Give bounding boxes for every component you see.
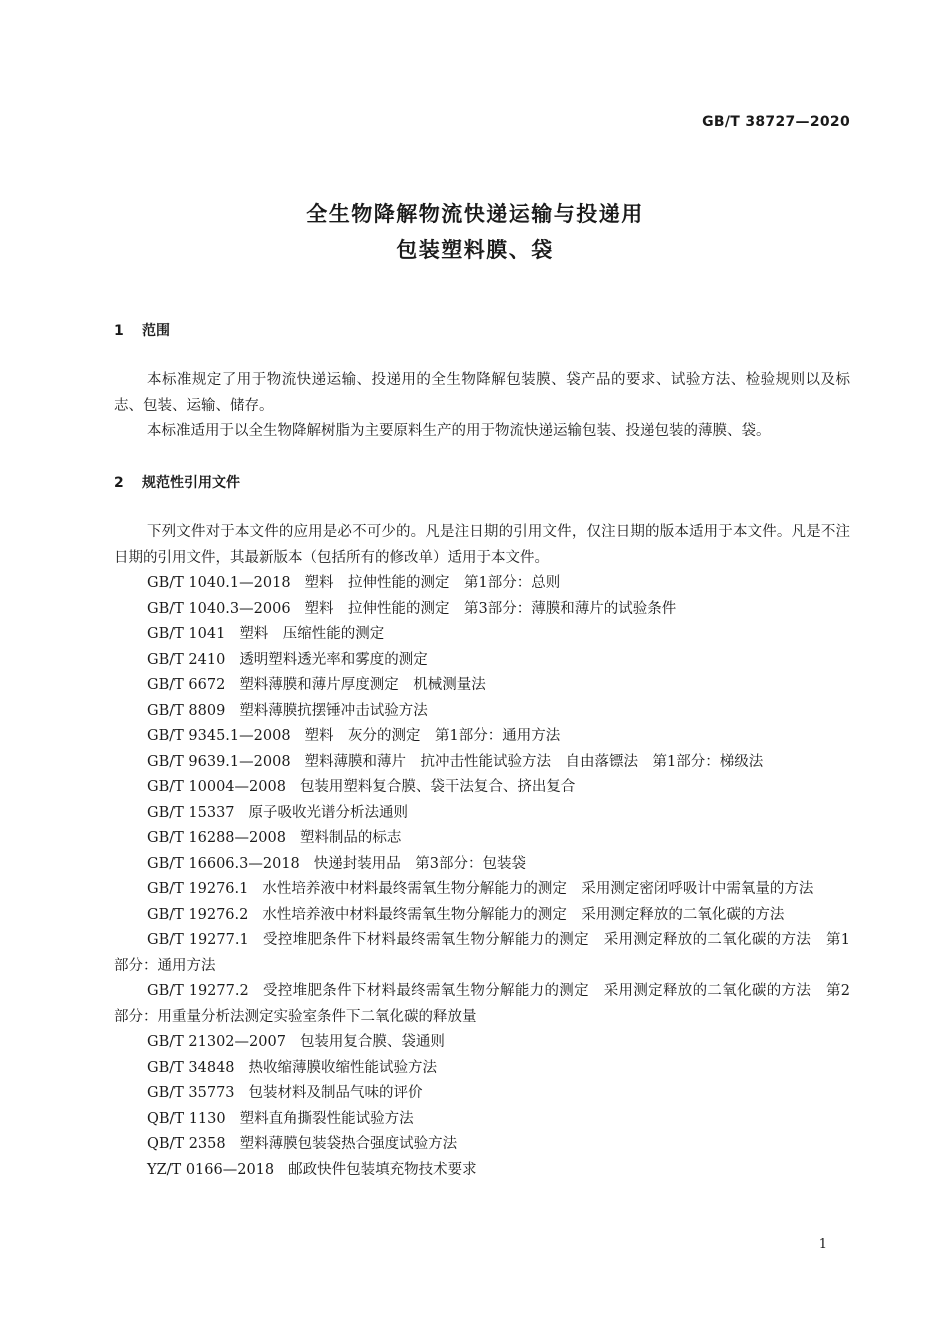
standard-code: GB/T 38727—2020 — [702, 114, 850, 130]
reference-item — [114, 724, 850, 750]
reference-title: 塑料直角撕裂性能试验方法 — [239, 1110, 414, 1127]
reference-code: GB/T 19277.1 — [147, 932, 249, 948]
reference-item — [114, 622, 850, 648]
reference-title: 水性培养液中材料最终需氧生物分解能力的测定 采用测定释放的二氧化碳的方法 — [262, 906, 785, 923]
scope-paragraph-1: 本标准规定了用于物流快递运输、投递用的全生物降解包装膜、袋产品的要求、试验方法、检验规则以及标志、包装、运输、储存。 — [114, 372, 850, 414]
reference-code: GB/T 34848 — [147, 1059, 235, 1076]
reference-code: GB/T 16606.3—2018 — [147, 855, 300, 872]
section-number: 1 — [114, 323, 124, 339]
reference-code: GB/T 1041 — [147, 626, 226, 642]
reference-item — [114, 648, 850, 674]
reference-title: 塑料薄膜抗摆锤冲击试验方法 — [239, 702, 428, 719]
reference-item — [114, 699, 850, 725]
section-heading-scope — [114, 320, 170, 340]
section-heading-normative-references — [114, 472, 240, 492]
reference-title: 邮政快件包装填充物技术要求 — [288, 1161, 477, 1178]
reference-item — [114, 826, 850, 852]
reference-item — [114, 775, 850, 801]
reference-item — [114, 1158, 850, 1184]
reference-title: 塑料薄膜包装袋热合强度试验方法 — [239, 1136, 458, 1152]
reference-title: 塑料 压缩性能的测定 — [239, 626, 385, 642]
reference-title: 水性培养液中材料最终需氧生物分解能力的测定 采用测定密闭呼吸计中需氧量的方法 — [262, 881, 814, 897]
reference-title: 塑料 拉伸性能的测定 第3部分：薄膜和薄片的试验条件 — [304, 600, 677, 617]
reference-item — [114, 852, 850, 878]
reference-code: GB/T 10004—2008 — [147, 779, 286, 795]
reference-title: 受控堆肥条件下材料最终需氧生物分解能力的测定 采用测定释放的二氧化碳的方法 第1部分：通用方法 — [114, 932, 850, 974]
reference-code: QB/T 2358 — [147, 1136, 226, 1152]
reference-code: GB/T 9345.1—2008 — [147, 728, 291, 744]
reference-title: 热收缩薄膜收缩性能试验方法 — [248, 1059, 438, 1076]
reference-code: GB/T 16288—2008 — [147, 830, 286, 846]
reference-code: QB/T 1130 — [147, 1110, 226, 1127]
reference-title: 原子吸收光谱分析法通则 — [248, 804, 409, 821]
reference-title: 塑料 拉伸性能的测定 第1部分：总则 — [304, 575, 561, 591]
reference-code: GB/T 2410 — [147, 651, 226, 668]
document-title-line-1: 全生物降解物流快递运输与投递用 — [306, 202, 644, 226]
section-number: 2 — [114, 475, 124, 491]
reference-item — [114, 1056, 850, 1082]
reference-code: GB/T 6672 — [147, 677, 226, 693]
reference-title: 塑料制品的标志 — [299, 830, 402, 846]
reference-item — [114, 979, 850, 1030]
section-title: 范围 — [142, 323, 170, 339]
reference-code: GB/T 19276.2 — [147, 906, 249, 923]
reference-title: 包装材料及制品气味的评价 — [248, 1085, 423, 1101]
reference-title: 包装用塑料复合膜、袋干法复合、挤出复合 — [299, 779, 576, 795]
reference-title: 塑料 灰分的测定 第1部分：通用方法 — [304, 728, 561, 744]
reference-title: 受控堆肥条件下材料最终需氧生物分解能力的测定 采用测定释放的二氧化碳的方法 第2部分：用重量分析法测定实验室条件下二氧化碳的释放量 — [114, 983, 850, 1025]
reference-title: 塑料薄膜和薄片厚度测定 机械测量法 — [239, 677, 486, 693]
reference-title: 快递封装用品 第3部分：包装袋 — [313, 855, 527, 872]
reference-title: 包装用复合膜、袋通则 — [299, 1034, 445, 1050]
reference-item — [114, 877, 850, 903]
reference-code: GB/T 15337 — [147, 804, 235, 821]
document-title-line-2: 包装塑料膜、袋 — [396, 238, 554, 262]
references-intro: 下列文件对于本文件的应用是必不可少的。凡是注日期的引用文件，仅注日期的版本适用于本文件。凡是不注日期的引用文件，其最新版本（包括所有的修改单）适用于本文件。 — [114, 524, 850, 566]
reference-code: GB/T 8809 — [147, 702, 226, 719]
reference-code: GB/T 19276.1 — [147, 881, 249, 897]
reference-title: 塑料薄膜和薄片 抗冲击性能试验方法 自由落镖法 第1部分：梯级法 — [304, 753, 764, 770]
reference-code: GB/T 21302—2007 — [147, 1034, 286, 1050]
reference-code: GB/T 35773 — [147, 1085, 235, 1101]
reference-item — [114, 1081, 850, 1107]
reference-code: YZ/T 0166—2018 — [147, 1161, 275, 1178]
reference-item — [114, 1030, 850, 1056]
reference-title: 透明塑料透光率和雾度的测定 — [239, 651, 428, 668]
reference-item — [114, 1107, 850, 1133]
reference-code: GB/T 9639.1—2008 — [147, 753, 291, 770]
reference-code: GB/T 19277.2 — [147, 983, 249, 999]
reference-item — [114, 928, 850, 979]
reference-code: GB/T 1040.1—2018 — [147, 575, 291, 591]
section-title: 规范性引用文件 — [142, 475, 240, 491]
page-number: 1 — [818, 1237, 827, 1252]
reference-item — [114, 1132, 850, 1158]
scope-paragraph-2: 本标准适用于以全生物降解树脂为主要原料生产的用于物流快递运输包装、投递包装的薄膜、袋。 — [147, 423, 771, 439]
reference-item — [114, 673, 850, 699]
reference-item — [114, 571, 850, 597]
reference-item — [114, 903, 850, 929]
reference-item — [114, 597, 850, 623]
reference-code: GB/T 1040.3—2006 — [147, 600, 291, 617]
reference-item — [114, 750, 850, 776]
reference-list — [114, 571, 850, 1183]
reference-item — [114, 801, 850, 827]
